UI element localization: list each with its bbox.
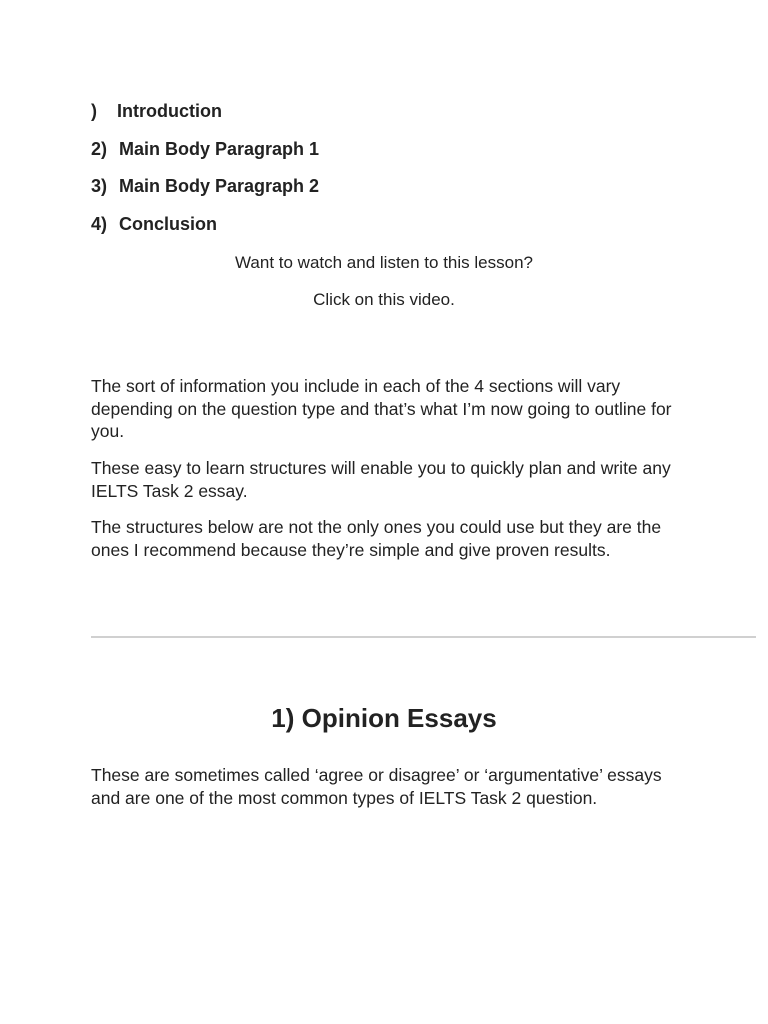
section-body-paragraph: These are sometimes called ‘agree or disagree’ or ‘argumentative’ essays and are one of the most common types of IELTS Task 2 question. xyxy=(91,765,662,808)
recommendation-paragraph: The structures below are not the only ones you could use but they are the ones I recommend because they’re simple and give proven results. xyxy=(91,517,662,560)
list-item xyxy=(91,100,319,122)
list-item-number: 4) xyxy=(91,213,108,234)
video-prompt-text: Want to watch and listen to this lesson? xyxy=(235,253,533,272)
list-item-number: 3) xyxy=(91,176,108,196)
list-item-label: Main Body Paragraph 2 xyxy=(119,176,320,196)
list-item xyxy=(91,138,319,160)
list-item-number: ) xyxy=(91,101,97,121)
essay-structure-list xyxy=(91,100,319,250)
structures-paragraph: These easy to learn structures will enable you to quickly plan and write any IELTS Task 2 essay. xyxy=(91,458,671,501)
list-item-label: Conclusion xyxy=(119,213,218,234)
list-item-label: Main Body Paragraph 1 xyxy=(119,138,320,159)
list-item-label: Introduction xyxy=(117,101,222,121)
video-link-text[interactable]: Click on this video. xyxy=(313,290,455,309)
list-item-number: 2) xyxy=(91,138,108,159)
list-item xyxy=(91,175,319,197)
section-heading: 1) Opinion Essays xyxy=(271,703,497,733)
intro-paragraph: The sort of information you include in each of the 4 sections will vary depending on the question type and that’s what I’m now going to outline for you. xyxy=(91,376,672,441)
section-divider xyxy=(91,636,756,638)
list-item xyxy=(91,213,319,235)
